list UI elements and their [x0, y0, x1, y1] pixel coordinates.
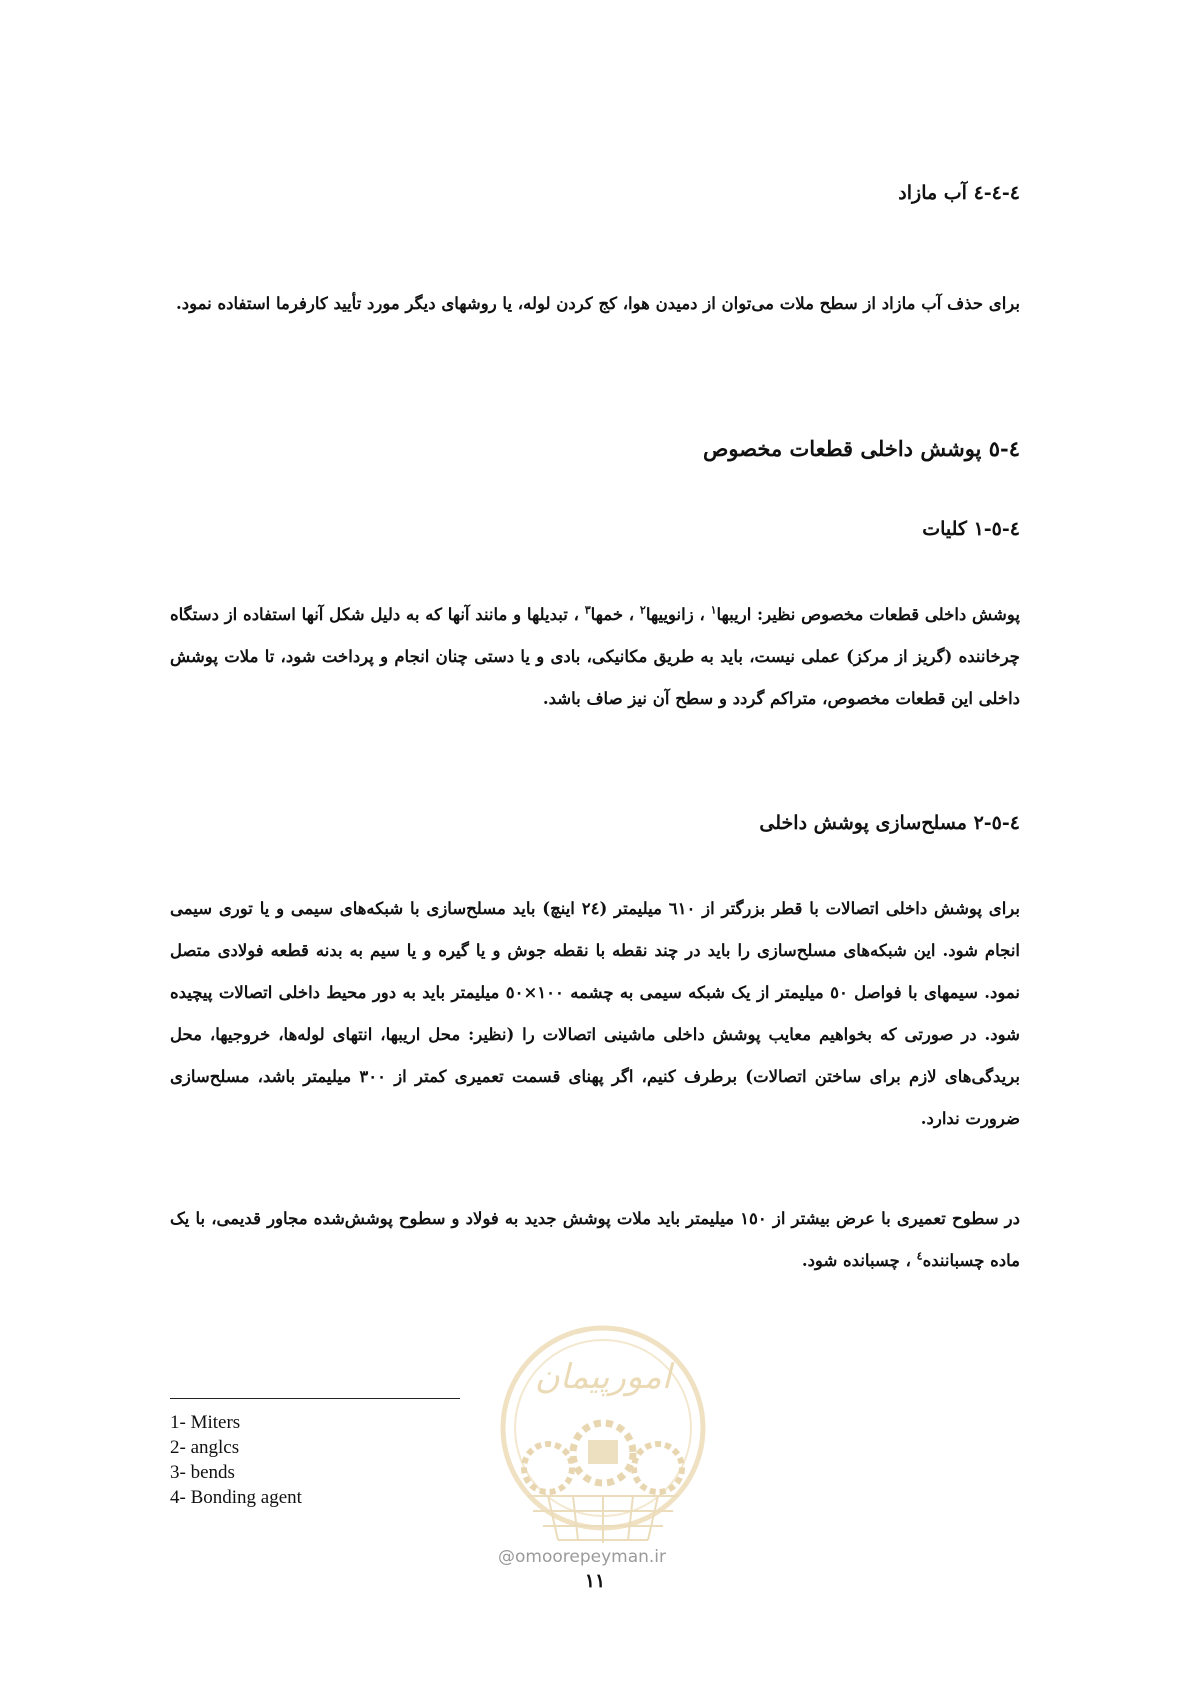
- footnote-item: 3- bends: [170, 1462, 235, 1483]
- watermark-logo: [488, 1318, 718, 1573]
- footnotes: [170, 1410, 302, 1510]
- footnote-ref-3: ٣: [584, 603, 591, 617]
- footnote-item: 4- Bonding agent: [170, 1487, 302, 1508]
- heading-general: ٤-٥-١ کلیات: [922, 518, 1020, 540]
- footnote-ref-4: ٤: [916, 1249, 923, 1263]
- paragraph-free-water: [170, 283, 1020, 325]
- paragraph-general: [170, 594, 1020, 720]
- watermark-url: @omoorepeyman.ir: [498, 1547, 667, 1567]
- heading-reinforcement: ٤-٥-٢ مسلح‌سازی پوشش داخلی: [759, 812, 1020, 834]
- heading-free-water: ٤-٤-٤ آب مازاد: [898, 182, 1020, 204]
- paragraph-reinforcement-2: [170, 1198, 1020, 1282]
- footnote-item: 1- Miters: [170, 1412, 241, 1433]
- footnote-ref-1: ١: [710, 603, 717, 617]
- paragraph-free-water-text: برای حذف آب مازاد از سطح ملات می‌توان از دمیدن هوا، کج کردن لوله، یا روشهای دیگر مورد تأیید کارفرما استفاده نمود.: [176, 294, 1020, 313]
- page-number: ١١: [584, 1570, 606, 1592]
- footnote-ref-2: ٢: [639, 603, 646, 617]
- footnote-item: 2- anglcs: [170, 1437, 240, 1458]
- paragraph-reinforcement-1: [170, 888, 1020, 1140]
- paragraph-reinforcement-1-text: برای پوشش داخلی اتصالات با قطر بزرگتر از ٦١٠ میلیمتر (٢٤ اینچ) باید مسلح‌سازی با شبکه‌های سیمی و یا توری سیمی انجام شود. این شبکه‌های مسلح‌سازی را باید در چند نقطه با نقطه جوش و یا گیره و یا سیم به بدنه قطعه فولادی متصل نمود. سیمهای با فواصل ٥٠ میلیمتر از یک شبکه سیمی به چشمه ١٠٠×٥٠ میلیمتر باید به دور محیط داخلی اتصالات پیچیده شود. در صورتی که بخواهیم معایب پوشش داخلی ماشینی اتصالات را (نظیر: محل اریبها، انتهای لوله‌ها، خروجیها، محل بریدگی‌های لازم برای ساختن اتصالات) برطرف کنیم، اگر پهنای قسمت تعمیری کمتر از ٣٠٠ میلیمتر باشد، مسلح‌سازی ضرورت ندارد.: [170, 899, 1021, 1128]
- paragraph-general-text: پوشش داخلی قطعات مخصوص نظیر: اریبها$^١$ ، زانوییها$^٢$ ، خمها$^٣$ ، تبدیلها و مانند آنها که به دلیل شکل آنها استفاده از دستگاه چرخاننده (گریز از مرکز) عملی نیست، باید به طریق مکانیکی، بادی و یا دستی چنان انجام و پرداخت شود، تا ملات پوشش داخلی این قطعات مخصوص، متراکم گردد و سطح آن نیز صاف باشد.: [170, 603, 1021, 708]
- footnote-divider: [170, 1398, 460, 1399]
- watermark-logo-text: امورپیمان: [534, 1357, 672, 1397]
- paragraph-reinforcement-2-text: در سطوح تعمیری با عرض بیشتر از ١٥٠ میلیمتر باید ملات پوشش جدید به فولاد و سطوح پوشش‌شده مجاور قدیمی، با یک ماده چسباننده$^٤$ ، چسبانده شود.: [170, 1209, 1020, 1270]
- heading-special-fittings: ٤-٥ پوشش داخلی قطعات مخصوص: [702, 436, 1020, 461]
